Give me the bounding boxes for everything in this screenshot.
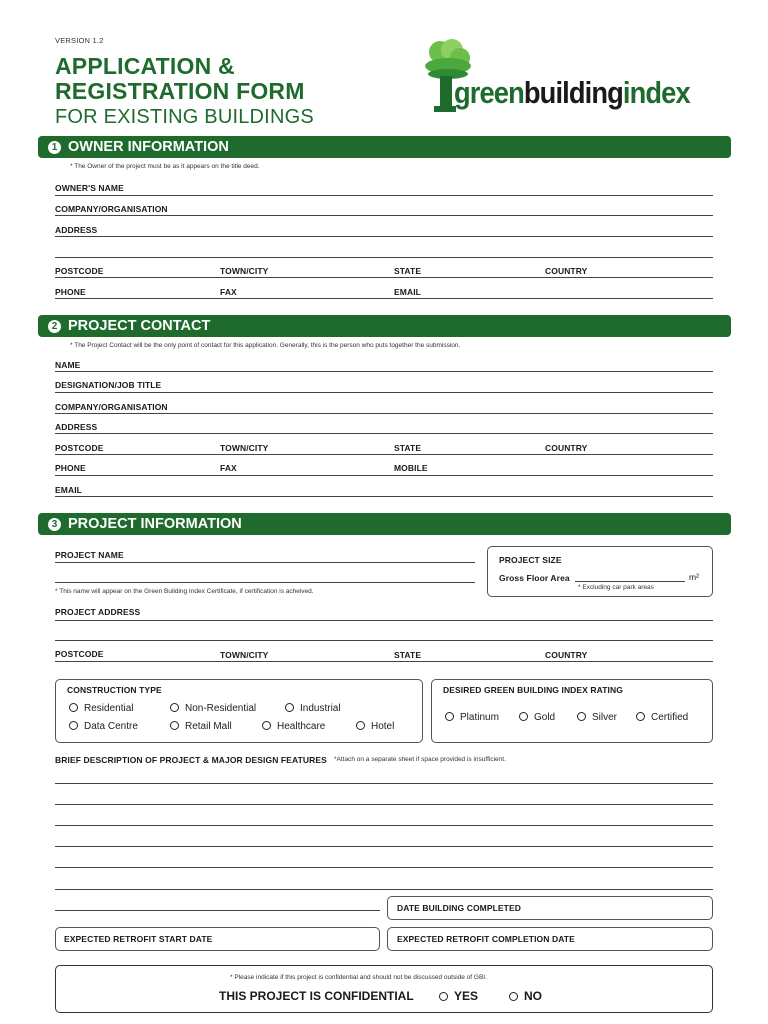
contact-company-field[interactable]: [55, 413, 713, 414]
contact-designation-label: DESIGNATION/JOB TITLE: [55, 380, 162, 390]
construction-type-title: CONSTRUCTION TYPE: [67, 685, 162, 695]
description-note: *Attach on a separate sheet if space provided is insufficient.: [334, 756, 506, 763]
owner-contact-field[interactable]: [55, 298, 713, 299]
owner-address-field-2[interactable]: [55, 257, 713, 258]
option-data-centre-label: Data Centre: [84, 721, 138, 732]
date-completed-label: DATE BUILDING COMPLETED: [397, 903, 521, 913]
owner-country-label: COUNTRY: [545, 266, 588, 276]
project-town-label: TOWN/CITY: [220, 650, 269, 660]
option-retail-mall-label: Retail Mall: [185, 721, 232, 732]
description-title: BRIEF DESCRIPTION OF PROJECT & MAJOR DESIGN FEATURES: [55, 755, 327, 765]
radio-icon[interactable]: [262, 721, 271, 730]
rating-certified[interactable]: [636, 712, 688, 723]
owner-email-label: EMAIL: [394, 287, 421, 297]
description-line-3[interactable]: [55, 825, 713, 826]
owner-note: * The Owner of the project must be as it appears on the title deed.: [70, 163, 260, 170]
radio-icon[interactable]: [509, 992, 518, 1001]
title-line2: REGISTRATION FORM: [55, 78, 305, 104]
description-line-7[interactable]: [55, 910, 380, 911]
owner-phone-label: PHONE: [55, 287, 86, 297]
option-industrial-label: Industrial: [300, 703, 341, 714]
owner-town-label: TOWN/CITY: [220, 266, 269, 276]
title-line1: APPLICATION &: [55, 53, 235, 79]
project-address-field-2[interactable]: [55, 640, 713, 641]
radio-icon[interactable]: [170, 703, 179, 712]
owner-section-title: OWNER INFORMATION: [68, 139, 229, 155]
option-industrial[interactable]: [285, 703, 341, 714]
logo-wordmark: [454, 76, 690, 110]
contact-country-label: COUNTRY: [545, 443, 588, 453]
confidential-no-label: NO: [524, 989, 542, 1003]
project-country-label: COUNTRY: [545, 650, 588, 660]
contact-name-label: NAME: [55, 360, 81, 370]
gfa-unit: m²: [689, 572, 699, 582]
project-name-label: PROJECT NAME: [55, 550, 124, 560]
radio-icon[interactable]: [170, 721, 179, 730]
rating-title: DESIRED GREEN BUILDING INDEX RATING: [443, 685, 623, 695]
retrofit-completion-label: EXPECTED RETROFIT COMPLETION DATE: [397, 934, 575, 944]
radio-icon[interactable]: [285, 703, 294, 712]
owner-state-label: STATE: [394, 266, 422, 276]
logo-word-black: building: [523, 75, 623, 110]
radio-icon[interactable]: [356, 721, 365, 730]
contact-email-label: EMAIL: [55, 485, 82, 495]
contact-location-field[interactable]: [55, 454, 713, 455]
logo-word-end: index: [622, 75, 690, 110]
project-address-label: PROJECT ADDRESS: [55, 607, 141, 617]
option-residential[interactable]: [69, 703, 133, 714]
contact-address-label: ADDRESS: [55, 422, 98, 432]
option-retail-mall[interactable]: [170, 721, 232, 732]
owner-name-label: OWNER'S NAME: [55, 183, 124, 193]
rating-silver-label: Silver: [592, 712, 618, 723]
project-state-label: STATE: [394, 650, 422, 660]
description-line-2[interactable]: [55, 804, 713, 805]
confidential-yes-label: YES: [454, 989, 479, 1003]
description-line-6[interactable]: [55, 889, 713, 890]
owner-address-label: ADDRESS: [55, 225, 98, 235]
project-postcode-label: POSTCODE: [55, 649, 104, 659]
gfa-input[interactable]: [575, 581, 685, 582]
description-line-1[interactable]: [55, 783, 713, 784]
gfa-note: * Excluding car park areas: [578, 584, 654, 591]
description-line-4[interactable]: [55, 846, 713, 847]
contact-email-field[interactable]: [55, 496, 713, 497]
project-address-field[interactable]: [55, 620, 713, 621]
radio-icon[interactable]: [577, 712, 586, 721]
owner-company-label: COMPANY/ORGANISATION: [55, 204, 168, 214]
option-data-centre[interactable]: [69, 721, 138, 732]
radio-icon[interactable]: [69, 703, 78, 712]
contact-postcode-label: POSTCODE: [55, 443, 104, 453]
confidential-note: * Please indicate if this project is confidential and should not be discussed outside of GBI.: [230, 974, 487, 981]
radio-icon[interactable]: [519, 712, 528, 721]
option-healthcare[interactable]: [262, 721, 325, 732]
owner-name-field[interactable]: [55, 195, 713, 196]
description-line-5[interactable]: [55, 867, 713, 868]
option-healthcare-label: Healthcare: [277, 721, 326, 732]
confidential-yes[interactable]: [439, 989, 478, 1003]
contact-town-label: TOWN/CITY: [220, 443, 269, 453]
option-residential-label: Residential: [84, 703, 134, 714]
contact-state-label: STATE: [394, 443, 422, 453]
project-section-header: [38, 513, 731, 535]
option-hotel-label: Hotel: [371, 721, 395, 732]
confidential-no[interactable]: [509, 989, 542, 1003]
owner-location-field[interactable]: [55, 277, 713, 278]
rating-gold-label: Gold: [534, 712, 556, 723]
section-number-1: 1: [48, 141, 61, 154]
rating-platinum-label: Platinum: [460, 712, 499, 723]
option-non-residential-label: Non-Residential: [185, 703, 257, 714]
project-name-field-2[interactable]: [55, 582, 475, 583]
option-hotel[interactable]: [356, 721, 394, 732]
project-name-field[interactable]: [55, 562, 475, 563]
logo-word-green: green: [454, 75, 524, 110]
contact-mobile-label: MOBILE: [394, 463, 428, 473]
owner-section-header: [38, 136, 731, 158]
contact-phone-label: PHONE: [55, 463, 86, 473]
rating-certified-label: Certified: [651, 712, 689, 723]
version-label: VERSION 1.2: [55, 36, 104, 45]
owner-postcode-label: POSTCODE: [55, 266, 104, 276]
project-name-note: * This name will appear on the Green Building Index Certificate, if certification is acheived.: [55, 588, 314, 595]
radio-icon[interactable]: [445, 712, 454, 721]
owner-fax-label: FAX: [220, 287, 237, 297]
contact-fax-label: FAX: [220, 463, 237, 473]
contact-note: * The Project Contact will be the only point of contact for this application. Generally, this is the person who puts together the submission.: [70, 342, 461, 349]
contact-name-field[interactable]: [55, 371, 713, 372]
section-number-3: 3: [48, 518, 61, 531]
rating-gold[interactable]: [519, 712, 555, 723]
contact-section-title: PROJECT CONTACT: [68, 318, 211, 334]
gbi-logo: [420, 38, 720, 118]
rating-platinum[interactable]: [445, 712, 499, 723]
radio-icon[interactable]: [69, 721, 78, 730]
retrofit-start-label: EXPECTED RETROFIT START DATE: [64, 934, 213, 944]
project-size-title: PROJECT SIZE: [499, 555, 562, 565]
gfa-label: Gross Floor Area: [499, 573, 570, 583]
section-number-2: 2: [48, 320, 61, 333]
confidential-label: THIS PROJECT IS CONFIDENTIAL: [219, 989, 414, 1003]
contact-designation-field[interactable]: [55, 392, 713, 393]
option-non-residential[interactable]: [170, 703, 256, 714]
radio-icon[interactable]: [439, 992, 448, 1001]
contact-company-label: COMPANY/ORGANISATION: [55, 402, 168, 412]
radio-icon[interactable]: [636, 712, 645, 721]
owner-address-field[interactable]: [55, 236, 713, 237]
title-line3: FOR EXISTING BUILDINGS: [55, 106, 314, 128]
contact-section-header: [38, 315, 731, 337]
contact-phone-field[interactable]: [55, 475, 713, 476]
contact-address-field[interactable]: [55, 433, 713, 434]
project-location-field[interactable]: [55, 661, 713, 662]
project-section-title: PROJECT INFORMATION: [68, 516, 242, 532]
rating-silver[interactable]: [577, 712, 617, 723]
owner-company-field[interactable]: [55, 215, 713, 216]
